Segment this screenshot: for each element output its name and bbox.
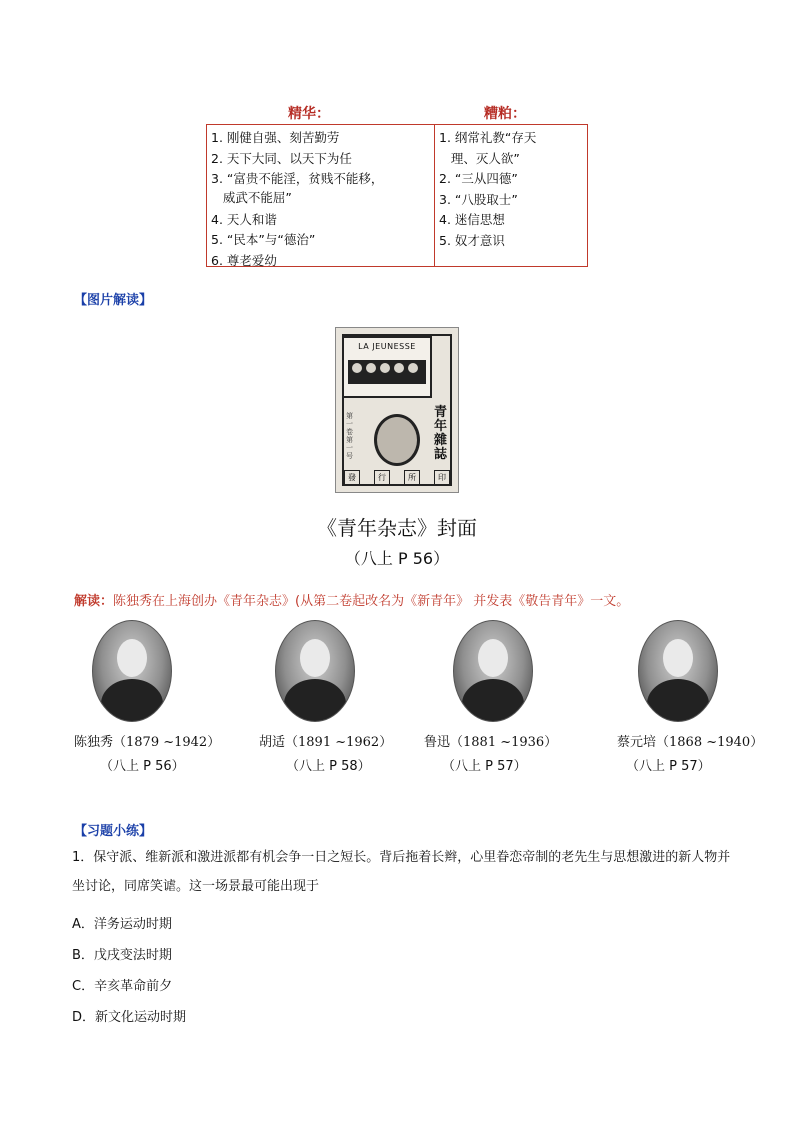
essence-item: 3. “富贵不能淫，贫贱不能移， — [211, 171, 384, 186]
dross-heading: 糟粕： — [484, 106, 526, 122]
cover-title-text: 青年雜誌 — [434, 405, 448, 462]
portrait-cai-yuanpei — [638, 620, 718, 722]
essence-item: 6. 尊老爱幼 — [211, 252, 277, 268]
portrait-hu-shi — [275, 620, 355, 722]
picture-section-title: 【图片解读】 — [74, 293, 153, 308]
dross-item: 理、灭人欲” — [439, 150, 520, 166]
cover-page-ref: （八上 P 56） — [344, 549, 450, 568]
question-text: 1．保守派、维新派和激进派都有机会争一日之短长。背后拖着长辫，心里眷恋帝制的老先生与思想激进的新人物并坐讨论，同席笑谑。这一场景最可能出现于 — [72, 850, 731, 894]
portrait-lu-xun — [453, 620, 533, 722]
exercise-section-title: 【习题小练】 — [74, 824, 153, 839]
essence-item: 1. 刚健自强、刻苦勤劳 — [211, 130, 340, 145]
portrait-chen-duxiu — [92, 620, 172, 722]
dross-column — [435, 125, 587, 266]
dross-item: 2. “三从四德” — [439, 171, 518, 186]
essence-column — [207, 125, 435, 266]
person-name: 胡适（1891 ~1962） — [259, 735, 393, 750]
cover-volume-text: 第一卷 第一号 — [346, 412, 353, 460]
cover-banner — [342, 336, 432, 398]
person-name: 蔡元培（1868 ~1940） — [617, 735, 764, 750]
essence-item: 2. 天下大同、以天下为任 — [211, 150, 352, 166]
person-page-ref: （八上 P 58） — [286, 759, 371, 774]
dross-item: 1. 纲常礼教“存天 — [439, 130, 537, 145]
person-name: 陈独秀（1879 ~1942） — [74, 735, 221, 750]
comparison-table — [206, 124, 588, 267]
interpretation — [74, 590, 629, 609]
cover-foot-mark: 印 — [434, 470, 450, 486]
cover-portrait — [374, 414, 420, 466]
cover-foot-mark: 行 — [374, 470, 390, 486]
cover-brand-text: LA JEUNESSE — [358, 342, 416, 351]
dross-item: 5. 奴才意识 — [439, 232, 505, 248]
dross-item: 4. 迷信思想 — [439, 212, 505, 227]
option-a: A．洋务运动时期 — [72, 917, 172, 932]
cover-foot-mark: 所 — [404, 470, 420, 486]
person-name: 鲁迅（1881 ~1936） — [424, 735, 558, 750]
person-page-ref: （八上 P 57） — [626, 759, 711, 774]
option-d: D．新文化运动时期 — [72, 1010, 187, 1025]
magazine-cover-image — [335, 327, 459, 493]
person-page-ref: （八上 P 56） — [100, 759, 185, 774]
essence-item: 4. 天人和谐 — [211, 211, 277, 227]
essence-heading: 精华： — [288, 106, 330, 122]
option-c: C．辛亥革命前夕 — [72, 979, 173, 994]
interpretation-text: 陈独秀在上海创办《青年杂志》(从第二卷起改名为《新青年》 并发表《敬告青年》一文。 — [113, 594, 630, 609]
essence-item: 5. “民本”与“德治” — [211, 232, 316, 247]
person-page-ref: （八上 P 57） — [442, 759, 527, 774]
cover-footer-marks — [344, 470, 450, 484]
option-b: B．戊戌变法时期 — [72, 948, 172, 963]
cover-figures — [348, 360, 426, 384]
interpretation-label: 解读： — [74, 594, 114, 609]
dross-item: 3. “八股取士” — [439, 191, 518, 207]
cover-foot-mark: 發 — [344, 470, 360, 486]
essence-item: 威武不能屈” — [211, 189, 292, 205]
cover-caption: 《青年杂志》封面 — [317, 516, 477, 540]
